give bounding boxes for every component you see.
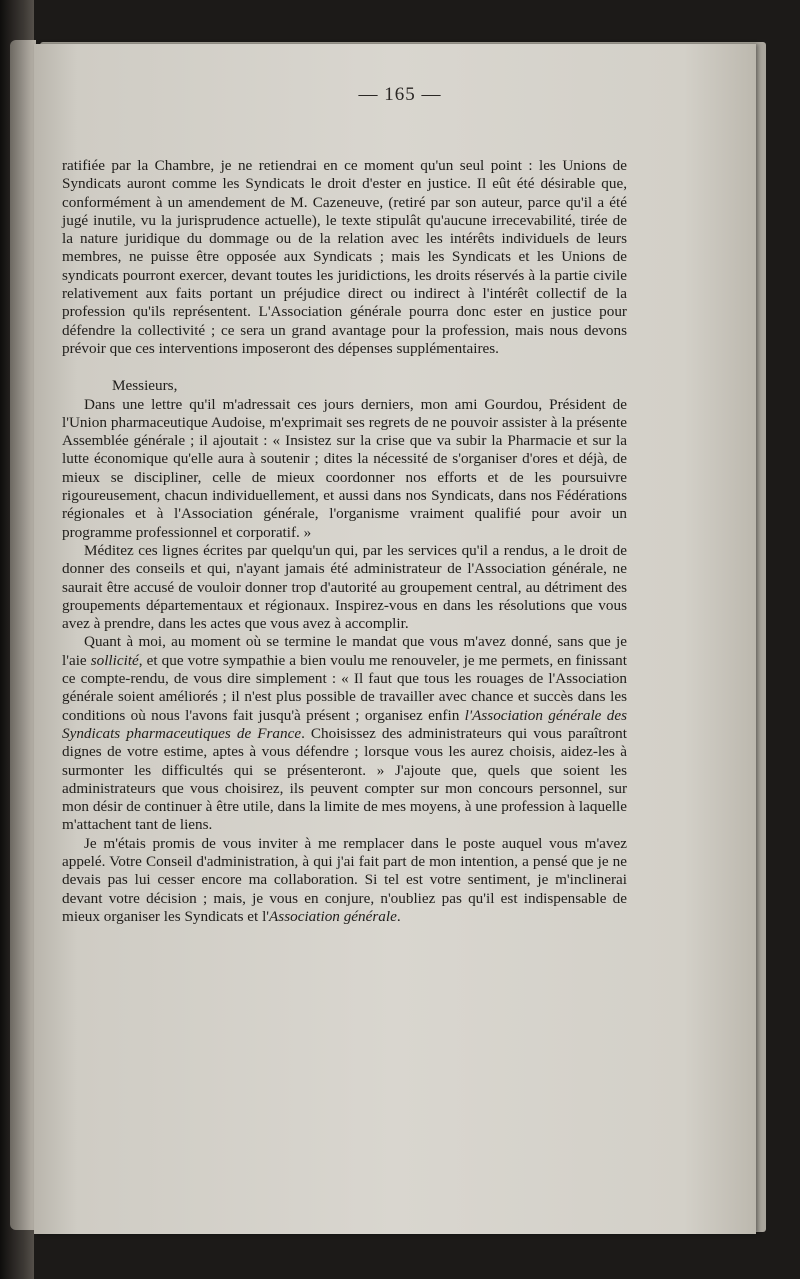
body-text [62, 157, 627, 926]
paragraph-4-part-a: Quant à moi, au moment où se termine le mandat que vous m'avez donné, sans que je l'aie [62, 633, 627, 669]
salutation: Messieurs, [112, 377, 178, 395]
paragraph-4-italic-sollicite: sollicité [90, 651, 139, 669]
page-number: — 165 — [358, 84, 442, 105]
paragraph-4-italic-association: l'Association générale des Syndicats pharmaceutiques de France [62, 706, 627, 742]
paragraph-4 [62, 633, 627, 834]
paragraph-1: ratifiée par la Chambre, je ne retiendrai en ce moment qu'un seul point : les Unions de Syndicats auront comme les Syndicats le droit d'ester en justice. Il eût été désirable que, conformément à un amendement de M. Cazeneuve, (retiré par son auteur, parce qu'il a été jugé inutile, vu la jurisprudence actuelle), le texte stipulât qu'aucune irrecevabilité, tirée de la nature juridique du dommage ou de la relation avec les intérêts individuels de leurs membres, ne puisse être opposée aux Syndicats ; mais les Syndicats et les Unions de syndicats pourront exercer, devant toutes les juridictions, les droits réservés à la partie civile relativement aux faits portant un préjudice direct ou indirect à l'intérêt collectif de la profession qu'ils représentent. L'Association générale pourra donc ester en justice pour défendre la collectivité ; ce sera un grand avantage pour la profession, mais nous devons prévoir que ces interventions imposeront des dépenses supplémentaires. [62, 157, 627, 357]
paragraph-5 [62, 835, 627, 926]
paragraph-4-part-c: . Choisissez des administrateurs qui vous paraîtront dignes de votre estime, aptes à vous défendre ; lorsque vous les aurez choisis, aidez-les à surmonter les difficultés qui se présenteront. » J'ajoute que, quels que soient les administrateurs que vous choisirez, ils peuvent compter sur mon concours personnel, sur mon désir de continuer à être utile, dans la limite de mes moyens, à une profession à laquelle m'attachent tant de liens. [62, 724, 627, 834]
paragraph-3: Méditez ces lignes écrites par quelqu'un qui, par les services qu'il a rendus, a le droit de donner des conseils et qui, n'ayant jamais été administrateur de l'Association générale, ne saurait être accusé de vouloir donner trop d'autorité au groupement central, au détriment des groupements départementaux et régionaux. Inspirez-vous en dans les résolutions que vous avez à prendre, dans les actes que vous avez à accomplir. [62, 541, 627, 633]
left-page-edge [10, 40, 36, 1230]
paragraph-5-italic-association: Association générale [269, 907, 397, 925]
paragraph-5-part-b: . [396, 907, 401, 925]
paragraph-4-part-b: , et que votre sympathie a bien voulu me renouveler, je me permets, en finissant ce compte-rendu, de vous dire simplement : « Il faut que tous les rouages de l'Association générale soient améliorés ; il n'est plus possible de travailler avec chance et succès dans les conditions où nous l'avons fait jusqu'à présent ; organisez enfin [62, 651, 627, 724]
paragraph-2: Dans une lettre qu'il m'adressait ces jours derniers, mon ami Gourdou, Président de l'Union pharmaceutique Audoise, m'exprimait ses regrets de ne pouvoir assister à la présente Assemblée générale ; il ajoutait : « Insistez sur la crise que va subir la Pharmacie et sur la lutte économique qu'elle aura à soutenir ; dites la nécessité de s'organiser d'ores et déjà, de mieux se discipliner, celle de mieux coordonner nos efforts et de les poursuivre rigoureusement, chacun individuellement, et aussi dans nos Syndicats, dans nos Fédérations régionales et à l'Association générale, l'organisme vraiment qualifié pour avoir un programme professionnel et corporatif. » [62, 395, 627, 541]
paragraph-5-part-a: Je m'étais promis de vous inviter à me remplacer dans le poste auquel vous m'avez appelé. Votre Conseil d'administration, à qui j'ai fait part de mon intention, a pensé que je ne devais pas lui cesser encore ma collaboration. Si tel est votre sentiment, je m'inclinerai devant votre décision ; mais, je vous en conjure, n'oubliez pas qu'il est indispensable de mieux organiser les Syndicats et l' [62, 834, 627, 925]
